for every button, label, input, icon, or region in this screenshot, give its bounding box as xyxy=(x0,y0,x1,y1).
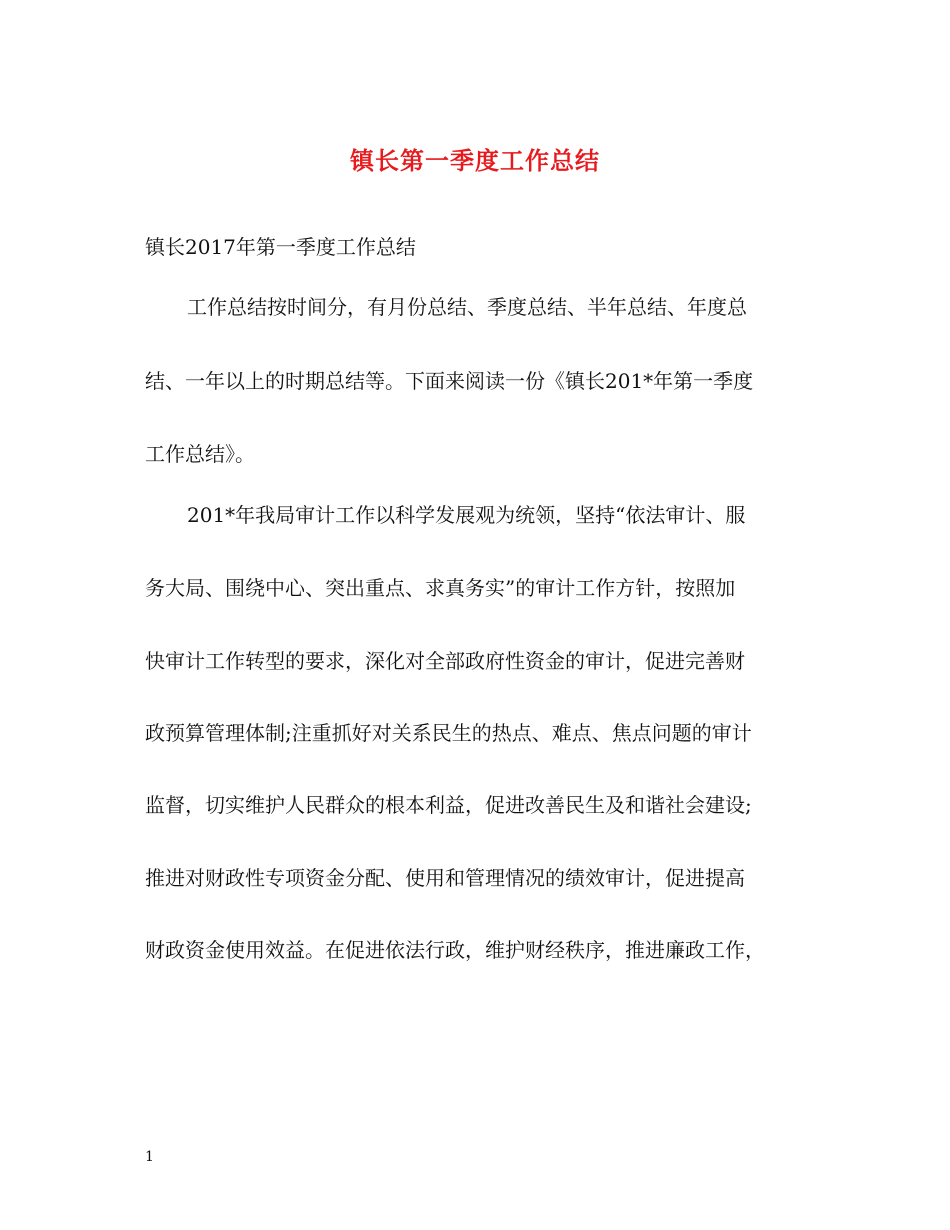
paragraph-line: 推进对财政性专项资金分配、使用和管理情况的绩效审计，促进提高 xyxy=(145,866,745,890)
paragraph-line: 政预算管理体制;注重抓好对关系民生的热点、难点、焦点问题的审计 xyxy=(145,721,752,745)
paragraph-line: 工作总结按时间分，有月份总结、季度总结、半年总结、年度总 xyxy=(187,295,747,319)
paragraph-line: 务大局、围绕中心、突出重点、求真务实”的审计工作方针，按照加 xyxy=(145,576,736,600)
paragraph-line: 结、一年以上的时期总结等。下面来阅读一份《镇长201*年第一季度 xyxy=(145,369,754,393)
document-subtitle: 镇长2017年第一季度工作总结 xyxy=(145,235,416,259)
document-title: 镇长第一季度工作总结 xyxy=(350,146,600,175)
paragraph-line: 监督，切实维护人民群众的根本利益，促进改善民生及和谐社会建设; xyxy=(145,793,752,817)
paragraph-line: 快审计工作转型的要求，深化对全部政府性资金的审计，促进完善财 xyxy=(145,649,745,673)
paragraph-line: 财政资金使用效益。在促进依法行政，维护财经秩序，推进廉政工作， xyxy=(145,938,765,962)
page-number: 1 xyxy=(145,1149,154,1165)
paragraph-line: 201*年我局审计工作以科学发展观为统领，坚持“依法审计、服 xyxy=(187,503,746,527)
paragraph-line: 工作总结》。 xyxy=(145,442,255,466)
